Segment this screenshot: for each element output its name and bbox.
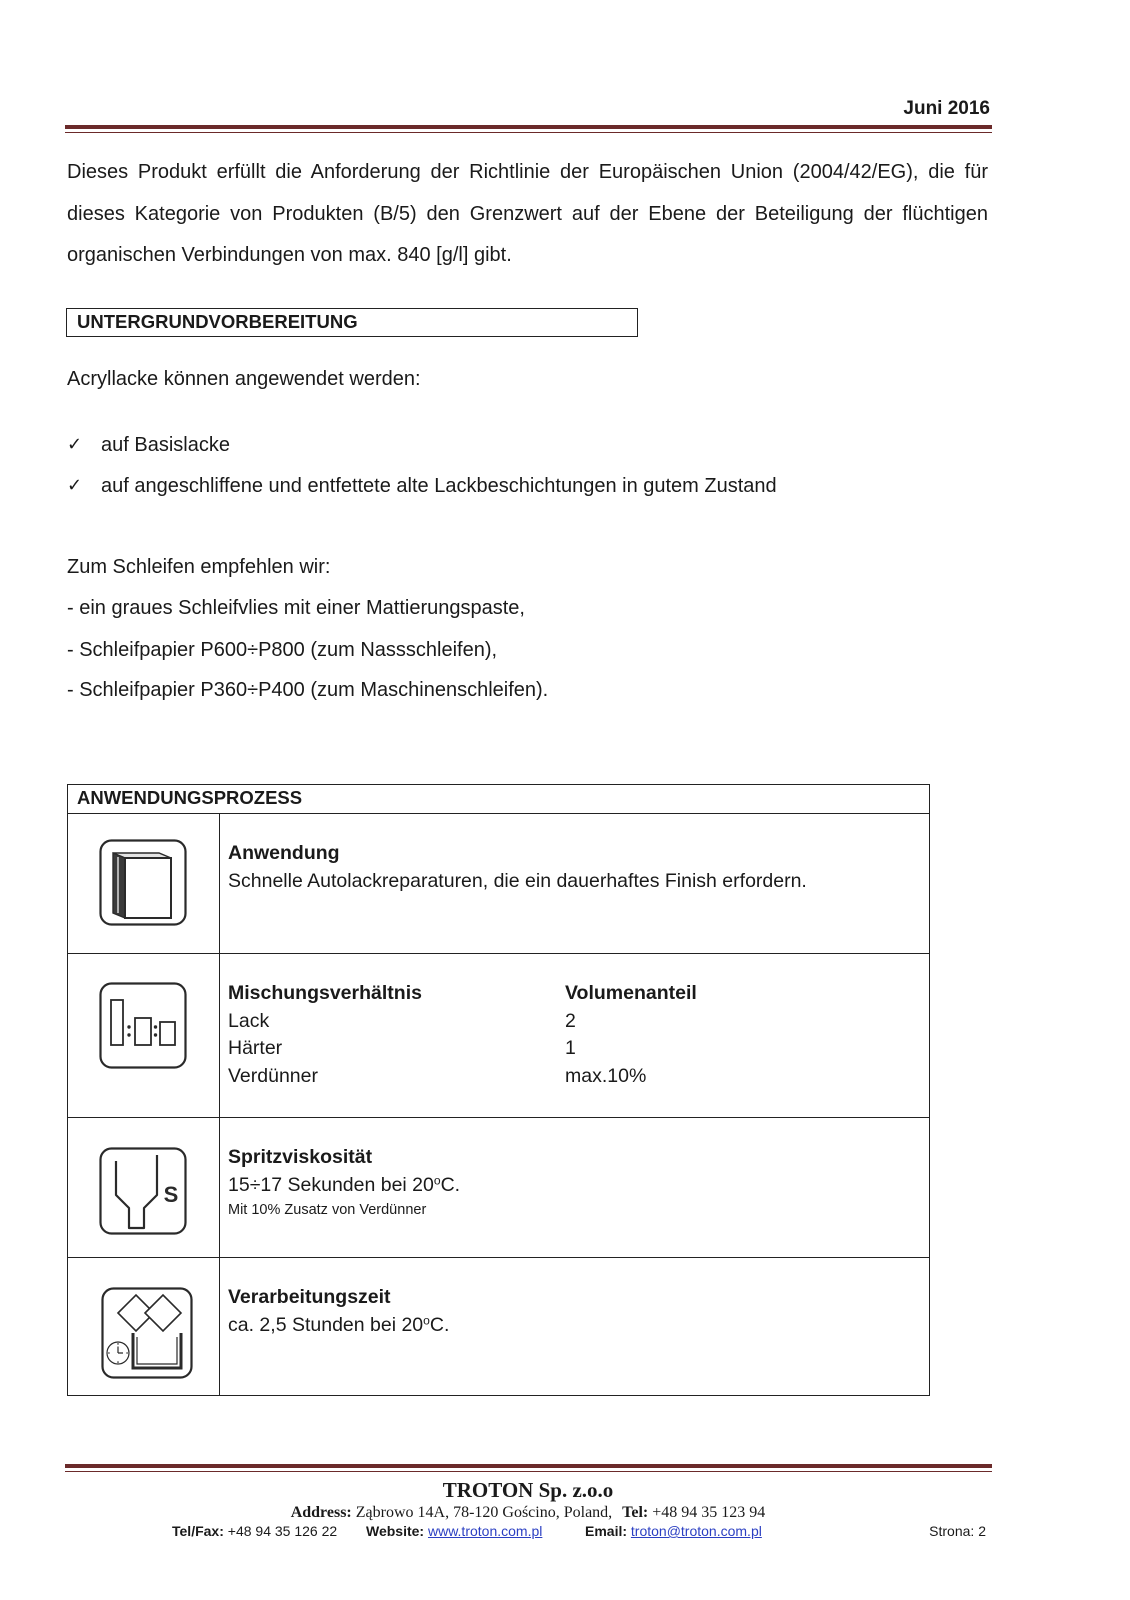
icon-cell: [68, 1258, 220, 1395]
content-cell: [228, 980, 919, 1090]
mixing-item-label: Verdünner: [228, 1064, 318, 1087]
row-text: [228, 1312, 919, 1340]
mixing-item-label: Härter: [228, 1037, 283, 1059]
ratio-dot: [127, 1025, 130, 1028]
page-number: Strona: 2: [929, 1523, 986, 1539]
sanding-item: - ein graues Schleifvlies mit einer Mattierungspaste,: [67, 597, 525, 619]
row-text-unit: C.: [440, 1173, 461, 1196]
process-row-application: [67, 814, 930, 954]
mixing-item-value: 2: [565, 1009, 576, 1032]
row-text: [228, 1172, 919, 1200]
process-table-heading: ANWENDUNGSPROZESS: [67, 784, 930, 814]
address-value: Ząbrowo 14A, 78-120 Gościno, Poland,: [355, 1504, 613, 1521]
content-cell: [228, 1144, 919, 1221]
degree-mark: o: [423, 1312, 430, 1327]
mixing-item: [228, 1035, 919, 1063]
row-title: Anwendung: [228, 842, 340, 864]
ratio-dot: [154, 1033, 157, 1036]
website-label: Website:: [366, 1523, 425, 1539]
phone-label: Tel:: [622, 1504, 649, 1521]
row-text: Schnelle Autolackreparaturen, die ein dauerhaftes Finish erfordern.: [228, 869, 807, 892]
intro-line: dieses Kategorie von Produkten (B/5) den Grenzwert auf der Ebene der Beteiligung der flüchtigen: [67, 202, 988, 225]
footer-email: [585, 1522, 762, 1540]
footer-rule-thick: [65, 1464, 992, 1468]
viscosity-cup-icon: [99, 1147, 187, 1235]
checklist-item: auf Basislacke: [101, 434, 230, 456]
footer-rule-thin: [65, 1471, 992, 1473]
address-label: Address:: [290, 1504, 352, 1521]
checkmark-icon: ✓: [67, 434, 83, 455]
process-row-pot-life: [67, 1258, 930, 1396]
icon-cell: [68, 814, 220, 953]
pot-life-icon: [101, 1287, 193, 1379]
preparation-lead: Acryllacke können angewendet werden:: [67, 368, 421, 390]
icon-cell: [68, 1118, 220, 1257]
intro-line: organischen Verbindungen von max. 840 [g/l] gibt.: [67, 244, 512, 266]
telfax-value: +48 94 35 126 22: [227, 1523, 338, 1539]
header-rule-thin: [65, 132, 992, 134]
row-text-unit: C.: [429, 1313, 450, 1336]
row-title: Spritzviskosität: [228, 1146, 373, 1168]
ratio-dot: [127, 1033, 130, 1036]
intro-line: Dieses Produkt erfüllt die Anforderung der Richtlinie der Europäischen Union (2004/42/EG), die für: [67, 161, 988, 183]
row-text-value: ca. 2,5 Stunden bei 20: [228, 1313, 424, 1336]
sanding-intro: Zum Schleifen empfehlen wir:: [67, 556, 331, 578]
degree-mark: o: [433, 1172, 441, 1187]
phone-value: +48 94 35 123 94: [652, 1504, 766, 1521]
email-label: Email:: [585, 1523, 628, 1539]
value-column-header: Volumenanteil: [565, 982, 697, 1004]
row-note: Mit 10% Zusatz von Verdünner: [228, 1202, 427, 1218]
mixing-header-row: [228, 980, 919, 1008]
row-title: Mischungsverhältnis: [228, 982, 422, 1004]
telfax-label: Tel/Fax:: [172, 1523, 224, 1539]
mixing-item-label: Lack: [228, 1009, 270, 1032]
section-heading-preparation: UNTERGRUNDVORBEREITUNG: [66, 308, 638, 337]
icon-frame: [101, 984, 186, 1068]
footer-website: [366, 1522, 542, 1540]
book-icon: [99, 839, 187, 926]
mixing-item: [228, 1063, 919, 1091]
ratio-dot: [154, 1025, 157, 1028]
checklist-item: auf angeschliffene und entfettete alte Lackbeschichtungen in gutem Zustand: [101, 475, 777, 497]
process-row-mixing: [67, 954, 930, 1118]
sanding-item: - Schleifpapier P360÷P400 (zum Maschinenschleifen).: [67, 679, 549, 701]
email-link[interactable]: troton@troton.com.pl: [630, 1523, 762, 1539]
book-cover: [125, 858, 171, 918]
mixing-ratio-icon: [99, 982, 187, 1069]
process-row-viscosity: [67, 1118, 930, 1258]
content-cell: [228, 1284, 919, 1339]
footer-address-line: [0, 1502, 1056, 1523]
footer-telfax: [172, 1522, 337, 1540]
row-title: Verarbeitungszeit: [228, 1286, 391, 1308]
content-cell: [228, 840, 919, 895]
header-rule-thick: [65, 125, 992, 129]
checkmark-icon: ✓: [67, 475, 83, 496]
mixing-item-value: max.10%: [565, 1064, 647, 1087]
website-link[interactable]: www.troton.com.pl: [427, 1523, 543, 1539]
footer-company-name: TROTON Sp. z.o.o: [442, 1478, 614, 1502]
sanding-item: - Schleifpapier P600÷P800 (zum Nassschleifen),: [67, 639, 498, 661]
row-text-value: 15÷17 Sekunden bei 20: [228, 1173, 434, 1196]
icon-cell: [68, 954, 220, 1117]
viscosity-cup-letter: S: [163, 1182, 179, 1207]
mixing-item: [228, 1008, 919, 1036]
document-date: Juni 2016: [903, 98, 990, 119]
intro-paragraph: [67, 152, 988, 277]
book-spine: [113, 853, 125, 918]
mixing-item-value: 1: [565, 1037, 576, 1059]
